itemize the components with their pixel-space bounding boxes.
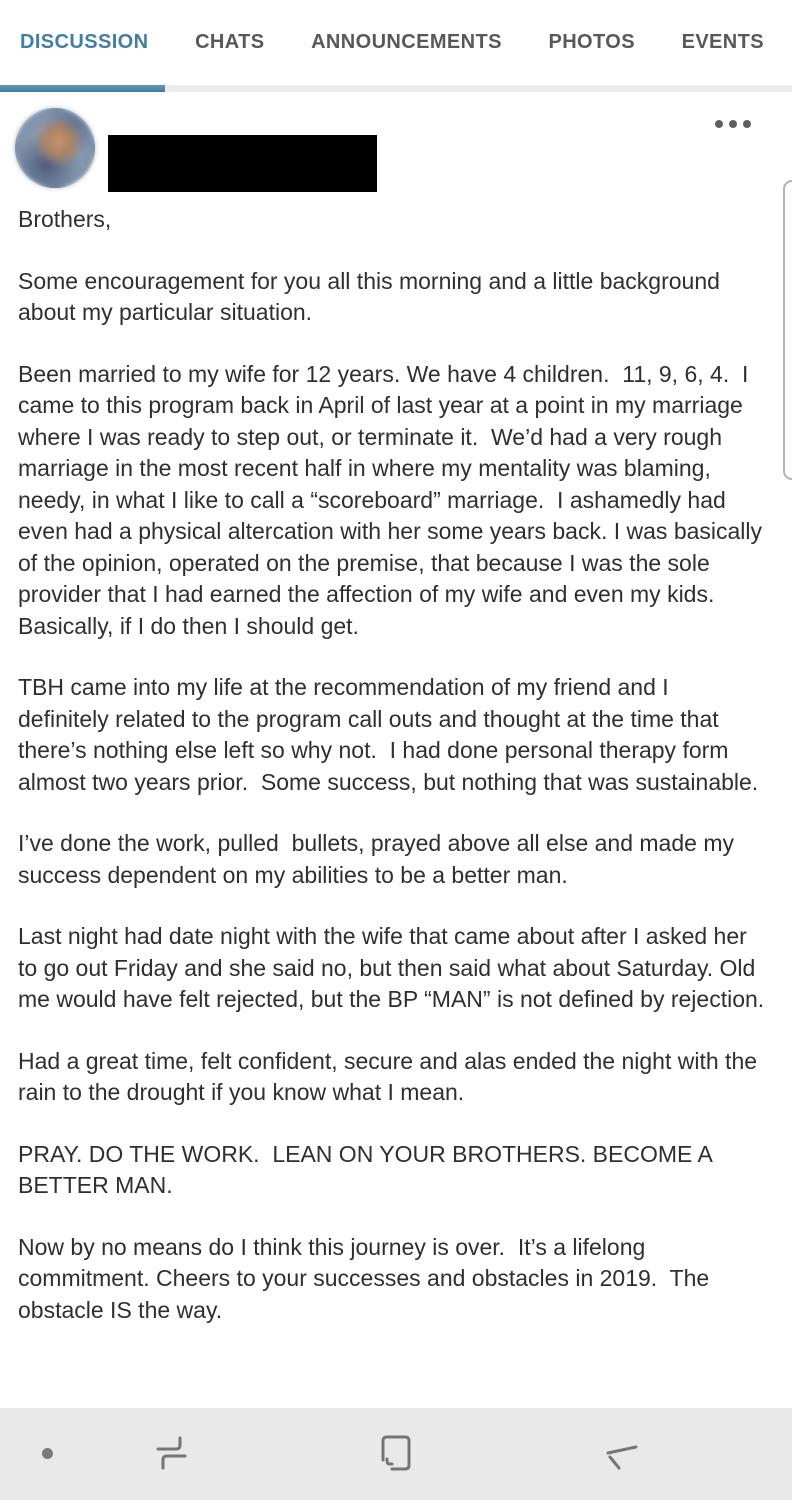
recent-apps-button[interactable] xyxy=(155,1435,188,1472)
tab-announcements[interactable]: ANNOUNCEMENTS xyxy=(311,31,502,53)
post-paragraph: TBH came into my life at the recommendation of my friend and I definitely related to the program call outs and thought at the time that there’s nothing else left so why not. I had done personal therapy form almost two years prior. Some success, but nothing that was sustainable. xyxy=(18,674,759,795)
more-dots-icon xyxy=(729,120,737,128)
post-paragraph: PRAY. DO THE WORK. LEAN ON YOUR BROTHERS. BECOME A BETTER MAN. xyxy=(18,1140,718,1198)
tab-chats[interactable]: CHATS xyxy=(195,31,265,53)
active-tab-underline xyxy=(0,85,165,92)
tab-discussion[interactable]: DISCUSSION xyxy=(20,31,149,53)
home-button[interactable] xyxy=(379,1433,413,1472)
more-dots-icon xyxy=(715,120,723,128)
post-paragraph: Brothers, xyxy=(18,206,112,232)
avatar[interactable] xyxy=(15,108,95,188)
post-paragraph: Last night had date night with the wife that came about after I asked her to go out Friday and she said no, but then said what about Saturday. Old me would have felt rejected, but the BP “MAN” is not defined by rejection. xyxy=(18,923,765,1012)
post-paragraph: I’ve done the work, pulled bullets, prayed above all else and made my success dependent on my abilities to be a better man. xyxy=(18,830,741,888)
back-icon xyxy=(600,1440,640,1472)
tab-list xyxy=(0,0,792,85)
post-paragraph: Some encouragement for you all this morning and a little background about my particular situation. xyxy=(18,267,727,325)
more-dots-icon xyxy=(743,120,751,128)
author-name-redaction-box xyxy=(108,135,377,192)
tab-events[interactable]: EVENTS xyxy=(681,31,764,53)
hide-navbar-dot-icon[interactable] xyxy=(42,1448,53,1459)
tab-photos[interactable]: PHOTOS xyxy=(548,31,635,53)
avatar-photo xyxy=(15,108,95,188)
back-button[interactable] xyxy=(600,1440,640,1472)
post-body xyxy=(18,204,769,1356)
home-icon xyxy=(379,1433,413,1472)
recent-apps-icon xyxy=(155,1435,188,1472)
post-paragraph: Now by no means do I think this journey is over. It’s a lifelong commitment. Cheers to your successes and obstacles in 2019. The obstacle IS the way. xyxy=(18,1233,716,1323)
post-menu-button[interactable] xyxy=(713,118,753,130)
scrollbar-thumb[interactable] xyxy=(783,180,792,480)
post-paragraph: Had a great time, felt confident, secure and alas ended the night with the rain to the drought if you know what I mean. xyxy=(18,1047,764,1105)
tab-bar xyxy=(0,0,792,92)
post-paragraph: Been married to my wife for 12 years. We have 4 children. 11, 9, 6, 4. I came to this program back in April of last year at a point in my marriage where I was ready to step out, or terminate it. We’d had a very rough marriage in the most recent half in where my mentality was blaming, needy, in what I like to call a “scoreboard” marriage. I ashamedly had even had a physical altercation with her some years back. I was basically of the opinion, operated on the premise, that because I was the sole provider that I had earned the affection of my wife and even my kids. Basically, if I do then I should get. xyxy=(18,360,769,639)
